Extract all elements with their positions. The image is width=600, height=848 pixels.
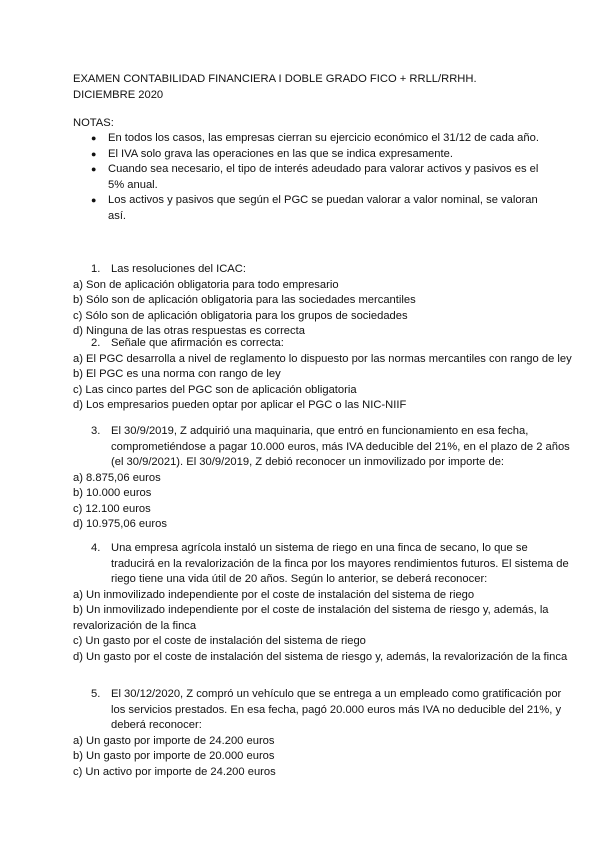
notes-list xyxy=(91,131,551,224)
answer-option: c) Un gasto por el coste de instalación del sistema de riego xyxy=(73,635,366,647)
question-4 xyxy=(73,541,573,665)
note-item: ● El IVA solo grava las operaciones en las que se indica expresamente. xyxy=(91,147,551,163)
question-stem: 2. Señale que afirmación es correcta: xyxy=(73,336,573,352)
question-stem: 5. El 30/12/2020, Z compró un vehículo que se entrega a un empleado como gratificación por los servicios prestados. En esa fecha, pagó 20.000 euros más IVA no deducible del 21%, y deberá reconocer: xyxy=(91,688,562,731)
answer-option: c) Las cinco partes del PGC son de aplicación obligatoria xyxy=(73,383,357,396)
answer-option: a) Son de aplicación obligatoria para todo empresario xyxy=(73,278,339,291)
note-item: ● Cuando sea necesario, el tipo de interés adeudado para valorar activos y pasivos es el 5% anual. xyxy=(91,163,539,191)
question-stem: 4. Una empresa agrícola instaló un sistema de riego en una finca de secano, lo que se traducirá en la revalorización de la finca por los mayores rendimientos futuros. El sistema de riego tiene una vida útil de 20 años. Según lo anterior, se deberá reconocer: xyxy=(91,542,569,585)
answer-option: b) Un inmovilizado independiente por el coste de instalación del sistema de riesgo y, además, la revalorización de la finca xyxy=(73,604,549,632)
answer-option: b) Sólo son de aplicación obligatoria para las sociedades mercantiles xyxy=(73,294,416,306)
title-line-1: EXAMEN CONTABILIDAD FINANCIERA I DOBLE GRADO FICO + RRLL/RRHH. xyxy=(73,73,477,85)
answer-option: d) 10.975,06 euros xyxy=(73,518,167,530)
bullet-icon: ● xyxy=(91,148,97,159)
answer-option: a) Un inmovilizado independiente por el coste de instalación del sistema de riego xyxy=(73,588,475,601)
answer-option: b) Un gasto por importe de 20.000 euros xyxy=(73,750,275,762)
answer-option: c) Sólo son de aplicación obligatoria para los grupos de sociedades xyxy=(73,309,408,322)
note-item: ● En todos los casos, las empresas cierran su ejercicio económico el 31/12 de cada año. xyxy=(91,131,551,147)
answer-option: d) Los empresarios pueden optar por aplicar el PGC o las NIC-NIIF xyxy=(73,399,407,411)
document-title xyxy=(73,72,543,103)
answer-option: d) Ninguna de las otras respuestas es correcta xyxy=(73,325,305,337)
question-stem: 1. Las resoluciones del ICAC: xyxy=(73,262,573,278)
question-number: 1. xyxy=(91,263,101,275)
question-number: 3. xyxy=(91,425,101,437)
title-line-2: DICIEMBRE 2020 xyxy=(73,88,164,101)
question-number: 2. xyxy=(91,337,101,349)
answer-option: a) Un gasto por importe de 24.200 euros xyxy=(73,734,275,747)
question-5 xyxy=(73,687,573,780)
bullet-icon: ● xyxy=(91,133,97,143)
answer-option: d) Un gasto por el coste de instalación del sistema de riesgo y, además, la revalorización de la finca xyxy=(73,650,568,663)
answer-option: c) 12.100 euros xyxy=(73,502,151,515)
answer-option: b) 10.000 euros xyxy=(73,487,152,499)
notes-label: NOTAS: xyxy=(73,117,114,129)
bullet-icon: ● xyxy=(91,164,97,174)
question-number: 5. xyxy=(91,688,101,700)
question-1 xyxy=(73,262,573,340)
bullet-icon: ● xyxy=(91,195,97,205)
question-number: 4. xyxy=(91,542,101,554)
answer-option: b) El PGC es una norma con rango de ley xyxy=(73,368,281,380)
note-item: ● Los activos y pasivos que según el PGC se puedan valorar a valor nominal, se valoran así. xyxy=(91,194,538,222)
answer-option: a) El PGC desarrolla a nivel de reglamento lo dispuesto por las normas mercantiles con rango de ley xyxy=(73,352,572,365)
answer-option: a) 8.875,06 euros xyxy=(73,471,161,484)
question-2 xyxy=(73,336,573,414)
question-3 xyxy=(73,424,573,533)
answer-option: c) Un activo por importe de 24.200 euros xyxy=(73,765,276,778)
question-stem: 3. El 30/9/2019, Z adquirió una maquinaria, que entró en funcionamiento en esa fecha, comprometiéndose a pagar 10.000 euros, más IVA deducible del 21%, en el plazo de 2 años (el 30/9/2021). El 30/9/2019, Z debió reconocer un inmovilizado por importe de: xyxy=(91,425,570,468)
